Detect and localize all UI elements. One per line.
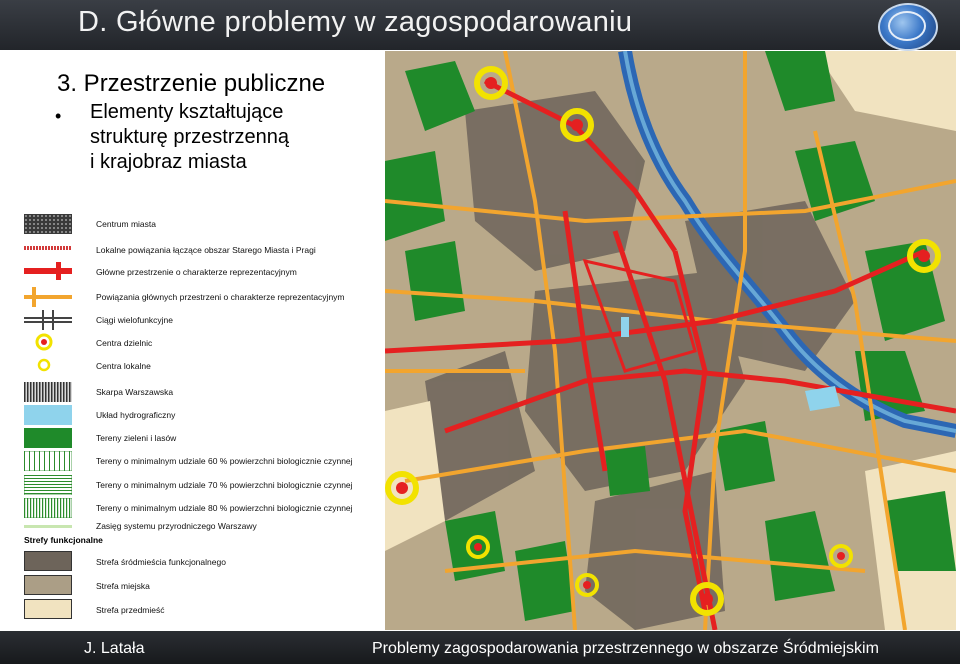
green-vertical-lines-icon — [24, 451, 72, 471]
footer-caption: Problemy zagospodarowania przestrzennego w obszarze Śródmiejskim — [372, 640, 879, 657]
slide-title: D. Główne problemy w zagospodarowaniu — [78, 6, 633, 38]
yellow-ring-icon — [24, 333, 72, 353]
zones-heading: Strefy funkcjonalne — [24, 535, 103, 545]
red-thick-line-icon — [24, 262, 72, 282]
green-dense-lines-icon — [24, 498, 72, 518]
blue-swatch-icon — [24, 405, 72, 425]
small-yellow-ring-icon — [24, 356, 72, 376]
beige-swatch-icon — [24, 599, 72, 619]
dark-brown-swatch-icon — [24, 551, 72, 571]
bullet-dot-icon: • — [55, 106, 62, 126]
bullet-line-2: strukturę przestrzenną — [90, 126, 289, 148]
section-subtitle: 3. Przestrzenie publiczne — [57, 70, 326, 97]
city-structure-map — [385, 51, 956, 630]
green-swatch-icon — [24, 428, 72, 448]
hydro-feature — [621, 317, 629, 337]
globe-logo-icon — [878, 3, 938, 51]
orange-line-icon — [24, 287, 72, 307]
bullet-text — [90, 100, 380, 175]
footer-author: J. Latała — [84, 640, 145, 657]
brown-swatch-icon — [24, 575, 72, 595]
double-line-icon — [24, 310, 72, 330]
dashed-line-icon — [24, 240, 72, 260]
bullet-line-1: Elementy kształtujące — [90, 101, 284, 123]
hatched-pattern-icon — [24, 382, 72, 402]
bullet-line-3: i krajobraz miasta — [90, 151, 247, 173]
dotted-pattern-icon — [24, 214, 72, 234]
green-horizontal-lines-icon — [24, 475, 72, 495]
